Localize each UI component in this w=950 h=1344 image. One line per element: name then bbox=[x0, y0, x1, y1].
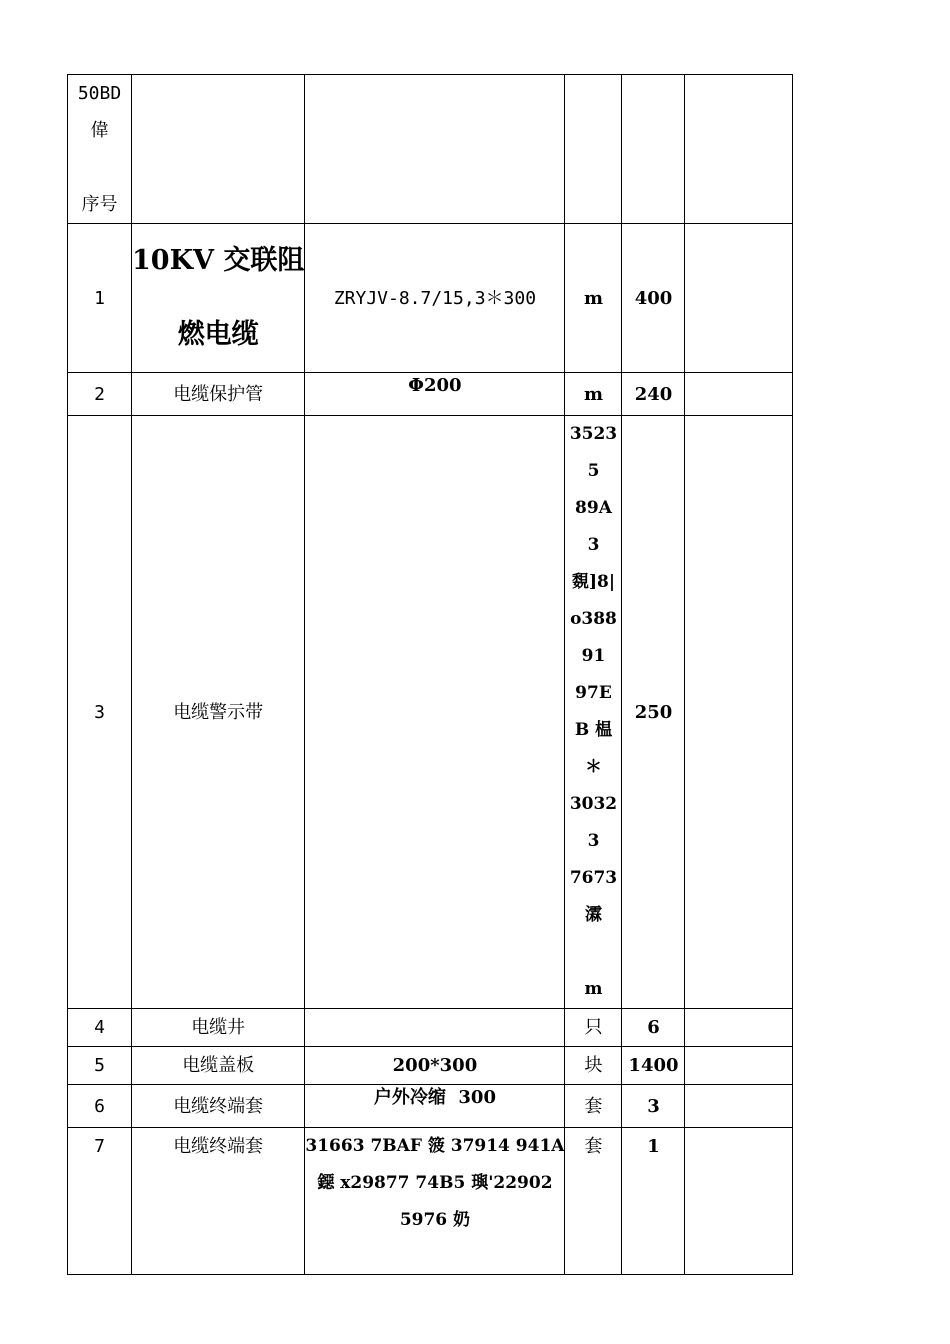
header-cell-qty bbox=[622, 75, 685, 224]
item-qty: 240 bbox=[622, 373, 685, 416]
unit-line: m bbox=[584, 979, 603, 999]
row-number: 3 bbox=[68, 416, 132, 1009]
header-cell-name bbox=[132, 75, 305, 224]
table-row bbox=[68, 416, 793, 1009]
item-unit: m bbox=[565, 373, 622, 416]
row-number: 4 bbox=[68, 1009, 132, 1047]
header-cell-index bbox=[68, 75, 132, 224]
item-qty: 250 bbox=[622, 416, 685, 1009]
row-number: 7 bbox=[68, 1128, 132, 1275]
item-spec bbox=[305, 416, 565, 1009]
item-spec bbox=[305, 1128, 565, 1275]
row-number: 6 bbox=[68, 1085, 132, 1128]
unit-line: 3 bbox=[587, 831, 600, 851]
item-unit bbox=[565, 416, 622, 1009]
item-note bbox=[685, 416, 793, 1009]
table-row bbox=[68, 1047, 793, 1085]
header-line: 偉 bbox=[90, 120, 109, 141]
item-name: 电缆井 bbox=[132, 1009, 305, 1047]
item-spec: Φ200 bbox=[305, 373, 565, 416]
item-spec: ZRYJV-8.7/15,3＊300 bbox=[305, 224, 565, 373]
item-unit: 只 bbox=[565, 1009, 622, 1047]
header-cell-unit bbox=[565, 75, 622, 224]
spec-line: 5976 奶 bbox=[399, 1210, 471, 1230]
item-spec bbox=[305, 1009, 565, 1047]
item-note bbox=[685, 373, 793, 416]
header-line bbox=[68, 149, 131, 186]
header-line: 序号 bbox=[81, 194, 118, 215]
unit-line: 97E bbox=[575, 683, 612, 703]
row-number: 2 bbox=[68, 373, 132, 416]
item-spec: 200*300 bbox=[305, 1047, 565, 1085]
item-unit: m bbox=[565, 224, 622, 373]
item-qty: 3 bbox=[622, 1085, 685, 1128]
unit-line: 5 bbox=[587, 461, 600, 481]
unit-line: 3 bbox=[587, 535, 600, 555]
item-name: 电缆保护管 bbox=[132, 373, 305, 416]
spec-line: 31663 7BAF 箥 37914 941A bbox=[305, 1136, 565, 1156]
unit-line: 91 bbox=[581, 646, 606, 666]
spec-line: 鐚 x29877 74B5 璵'22902 bbox=[317, 1173, 553, 1193]
unit-line bbox=[565, 934, 621, 971]
unit-line: 89A bbox=[575, 498, 612, 518]
item-note bbox=[685, 224, 793, 373]
unit-line: 3523 bbox=[569, 424, 618, 444]
unit-line: B 榅 bbox=[574, 720, 613, 740]
unit-line: ＊ bbox=[584, 757, 602, 777]
unit-line: 瀮 bbox=[584, 905, 602, 925]
item-unit: 块 bbox=[565, 1047, 622, 1085]
item-spec: 户外冷缩 300 bbox=[305, 1085, 565, 1128]
header-cell-note bbox=[685, 75, 793, 224]
unit-line: 7673 bbox=[569, 868, 618, 888]
item-name: 电缆警示带 bbox=[132, 416, 305, 1009]
item-qty: 6 bbox=[622, 1009, 685, 1047]
item-name: 电缆盖板 bbox=[132, 1047, 305, 1085]
header-cell-spec bbox=[305, 75, 565, 224]
item-name-line: 10KV 交联阻 bbox=[132, 245, 305, 276]
item-note bbox=[685, 1009, 793, 1047]
item-name-line: 燃电缆 bbox=[177, 319, 259, 350]
unit-line: 3032 bbox=[569, 794, 618, 814]
item-qty: 1400 bbox=[622, 1047, 685, 1085]
row-number: 5 bbox=[68, 1047, 132, 1085]
item-qty: 1 bbox=[622, 1128, 685, 1275]
equipment-table bbox=[67, 74, 793, 1275]
item-qty: 400 bbox=[622, 224, 685, 373]
table-header-row bbox=[68, 75, 793, 224]
item-name bbox=[132, 224, 305, 373]
table-row bbox=[68, 1085, 793, 1128]
table-row bbox=[68, 1009, 793, 1047]
item-note bbox=[685, 1128, 793, 1275]
unit-line: 覣]8| bbox=[571, 572, 616, 592]
table-row bbox=[68, 373, 793, 416]
row-number: 1 bbox=[68, 224, 132, 373]
item-note bbox=[685, 1047, 793, 1085]
item-unit: 套 bbox=[565, 1128, 622, 1275]
table-row bbox=[68, 1128, 793, 1275]
unit-line: o388 bbox=[570, 609, 617, 629]
table-row bbox=[68, 224, 793, 373]
item-name: 电缆终端套 bbox=[132, 1085, 305, 1128]
item-unit: 套 bbox=[565, 1085, 622, 1128]
item-note bbox=[685, 1085, 793, 1128]
item-name: 电缆终端套 bbox=[132, 1128, 305, 1275]
header-line: 50BD bbox=[77, 83, 122, 104]
